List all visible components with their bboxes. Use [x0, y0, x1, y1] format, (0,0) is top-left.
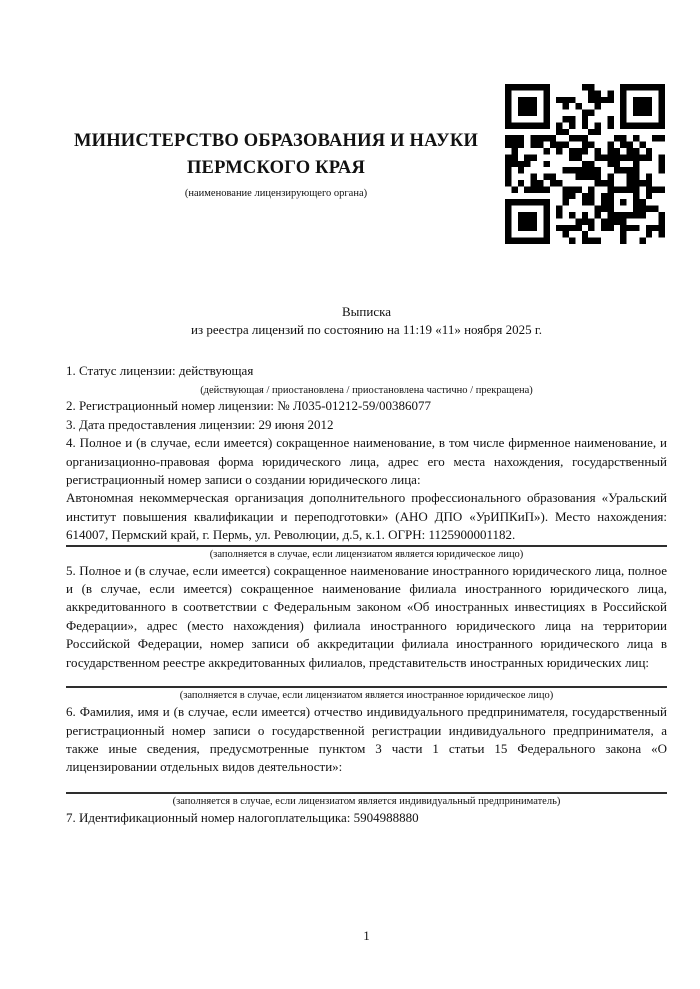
item-1-license-status: 1. Статус лицензии: действующая	[66, 363, 254, 378]
fill-in-line-individual-entrepreneur	[66, 792, 667, 794]
fill-in-line-legal-entity	[66, 545, 667, 547]
item-2-registration-number: 2. Регистрационный номер лицензии: № Л035-01212-59/00386077	[66, 398, 432, 414]
item-5-caption: (заполняется в случае, если лицензиатом является иностранное юридическое лицо)	[179, 690, 554, 702]
item-4-legal-entity-question: 4. Полное и (в случае, если имеется) сокращенное наименование, в том числе фирменное наименование, и организационно-правовая форма юридического лица, адрес его места нахождения, государственный регистрационный номер записи о создании юридического лица:	[66, 435, 667, 488]
document-title-line2: из реестра лицензий по состоянию на 11:19 «11» ноября 2025 г.	[191, 321, 542, 337]
item-5-foreign-entity-question: 5. Полное и (в случае, если имеется) сокращенное наименование иностранного юридического лица, полное и (в случае, если имеется) сокращенное наименование филиала иностранного юридического лица, аккредитованного в соответствии с Федеральным законом «Об иностранных инвестициях в Российской Федерации», адрес (место нахождения) филиала иностранного юридического лица на территории Российской Федерации, номер записи об аккредитации филиала иностранного юридического лица в государственном реестре аккредитованных филиалов, представительств иностранных юридических лиц:	[66, 562, 667, 670]
org-name-line1: МИНИСТЕРСТВО ОБРАЗОВАНИЯ И НАУКИ	[73, 131, 479, 151]
org-name-caption: (наименование лицензирующего органа)	[184, 188, 368, 199]
item-1-status-options-note: (действующая / приостановлена / приостановлена частично / прекращена)	[200, 385, 533, 397]
item-7-taxpayer-id: 7. Идентификационный номер налогоплательщика: 5904988880	[66, 809, 419, 825]
document-title-line1: Выписка	[342, 304, 391, 319]
org-name-line2: ПЕРМСКОГО КРАЯ	[186, 158, 366, 178]
page-number: 1	[363, 928, 370, 943]
item-4-caption: (заполняется в случае, если лицензиатом является юридическое лицо)	[209, 548, 524, 560]
document-title	[66, 303, 667, 338]
item-6-individual-entrepreneur-question: 6. Фамилия, имя и (в случае, если имеется) отчество индивидуального предпринимателя, государственный регистрационный номер записи о государственной регистрации индивидуального предпринимателя, а также иные сведения, предусмотренные пунктом 3 части 1 статьи 15 Федерального закона «О лицензировании отдельных видов деятельности»:	[66, 704, 667, 775]
item-3-grant-date: 3. Дата предоставления лицензии: 29 июня 2012	[66, 416, 334, 432]
item-6-caption: (заполняется в случае, если лицензиатом является индивидуальный предприниматель)	[172, 795, 561, 807]
qr-code-icon	[505, 84, 665, 244]
document-body	[66, 362, 667, 827]
issuing-authority-block	[66, 128, 486, 200]
item-4-legal-entity-answer: Автономная некоммерческая организация дополнительного профессионального образования «Уральский институт повышения квалификации и переподготовки» (АНО ДПО «УрИПКиП»). Место нахождения: 614007, Пермский край, г. Пермь, ул. Революции, д.5, к.1. ОГРН: 1125900001182.	[66, 490, 667, 543]
fill-in-line-foreign-entity	[66, 686, 667, 688]
